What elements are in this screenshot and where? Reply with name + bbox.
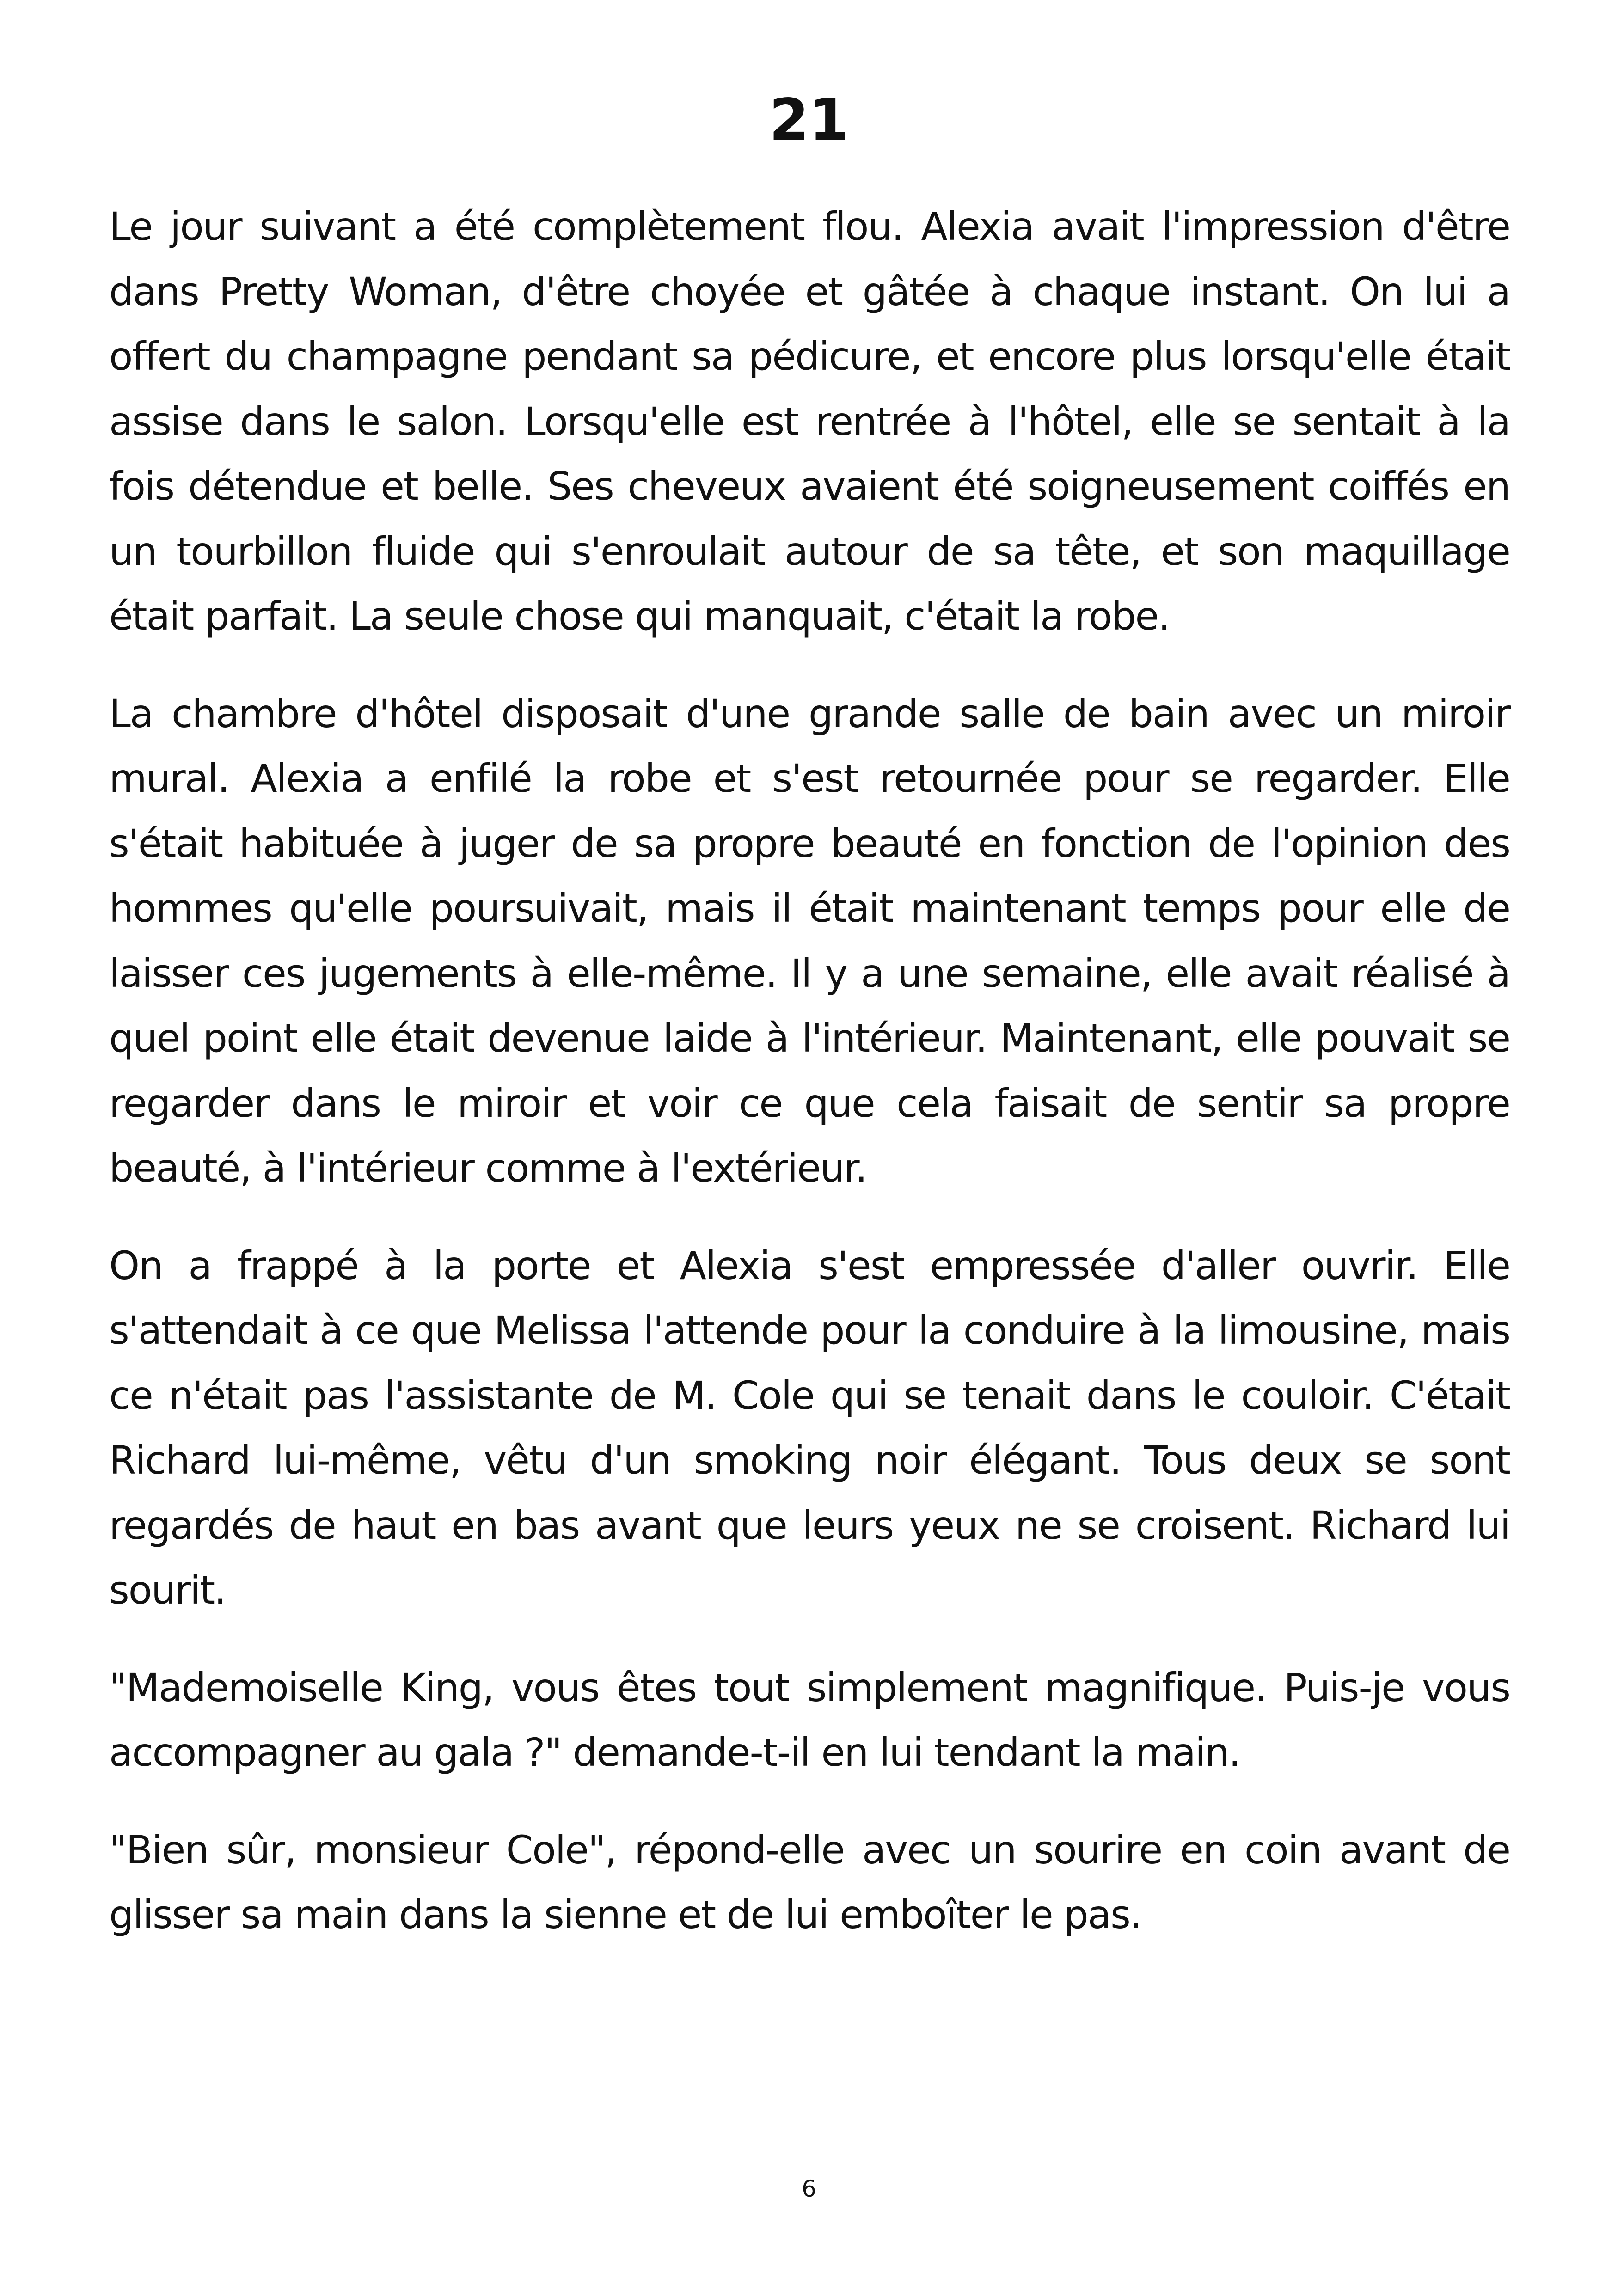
paragraph-1: Le jour suivant a été complètement flou. Alexia avait l'impression d'être dans Pretty Woman, d'être choyée et gâtée à chaque instant. On lui a offert du champagne pendant sa pédicure, et encore plus lorsqu'elle était assise dans le salon. Lorsqu'elle est rentrée à l'hôtel, elle se sentait à la fois détendue et belle. Ses cheveux avaient été soigneusement coiffés en un tourbillon fluide qui s'enroulait autour de sa tête, et son maquillage était parfait. La seule chose qui manquait, c'était la robe. [109, 204, 1510, 639]
paragraph-5: "Bien sûr, monsieur Cole", répond-elle avec un sourire en coin avant de glisser sa main dans la sienne et de lui emboîter le pas. [109, 1827, 1510, 1937]
paragraph-4: "Mademoiselle King, vous êtes tout simplement magnifique. Puis-je vous accompagner au gala ?" demande-t-il en lui tendant la main. [109, 1665, 1510, 1775]
paragraph-3: On a frappé à la porte et Alexia s'est empressée d'aller ouvrir. Elle s'attendait à ce que Melissa l'attende pour la conduire à la limousine, mais ce n'était pas l'assistante de M. Cole qui se tenait dans le couloir. C'était Richard lui-même, vêtu d'un smoking noir élégant. Tous deux se sont regardés de haut en bas avant que leurs yeux ne se croisent. Richard lui sourit. [109, 1243, 1510, 1613]
chapter-body [109, 194, 1510, 1980]
chapter-number: 21 [769, 87, 849, 153]
paragraph-2: La chambre d'hôtel disposait d'une grande salle de bain avec un miroir mural. Alexia a enfilé la robe et s'est retournée pour se regarder. Elle s'était habituée à juger de sa propre beauté en fonction de l'opinion des hommes qu'elle poursuivait, mais il était maintenant temps pour elle de laisser ces jugements à elle-même. Il y a une semaine, elle avait réalisé à quel point elle était devenue laide à l'intérieur. Maintenant, elle pouvait se regarder dans le miroir et voir ce que cela faisait de sentir sa propre beauté, à l'intérieur comme à l'extérieur. [109, 691, 1510, 1191]
page-number: 6 [802, 2175, 816, 2202]
